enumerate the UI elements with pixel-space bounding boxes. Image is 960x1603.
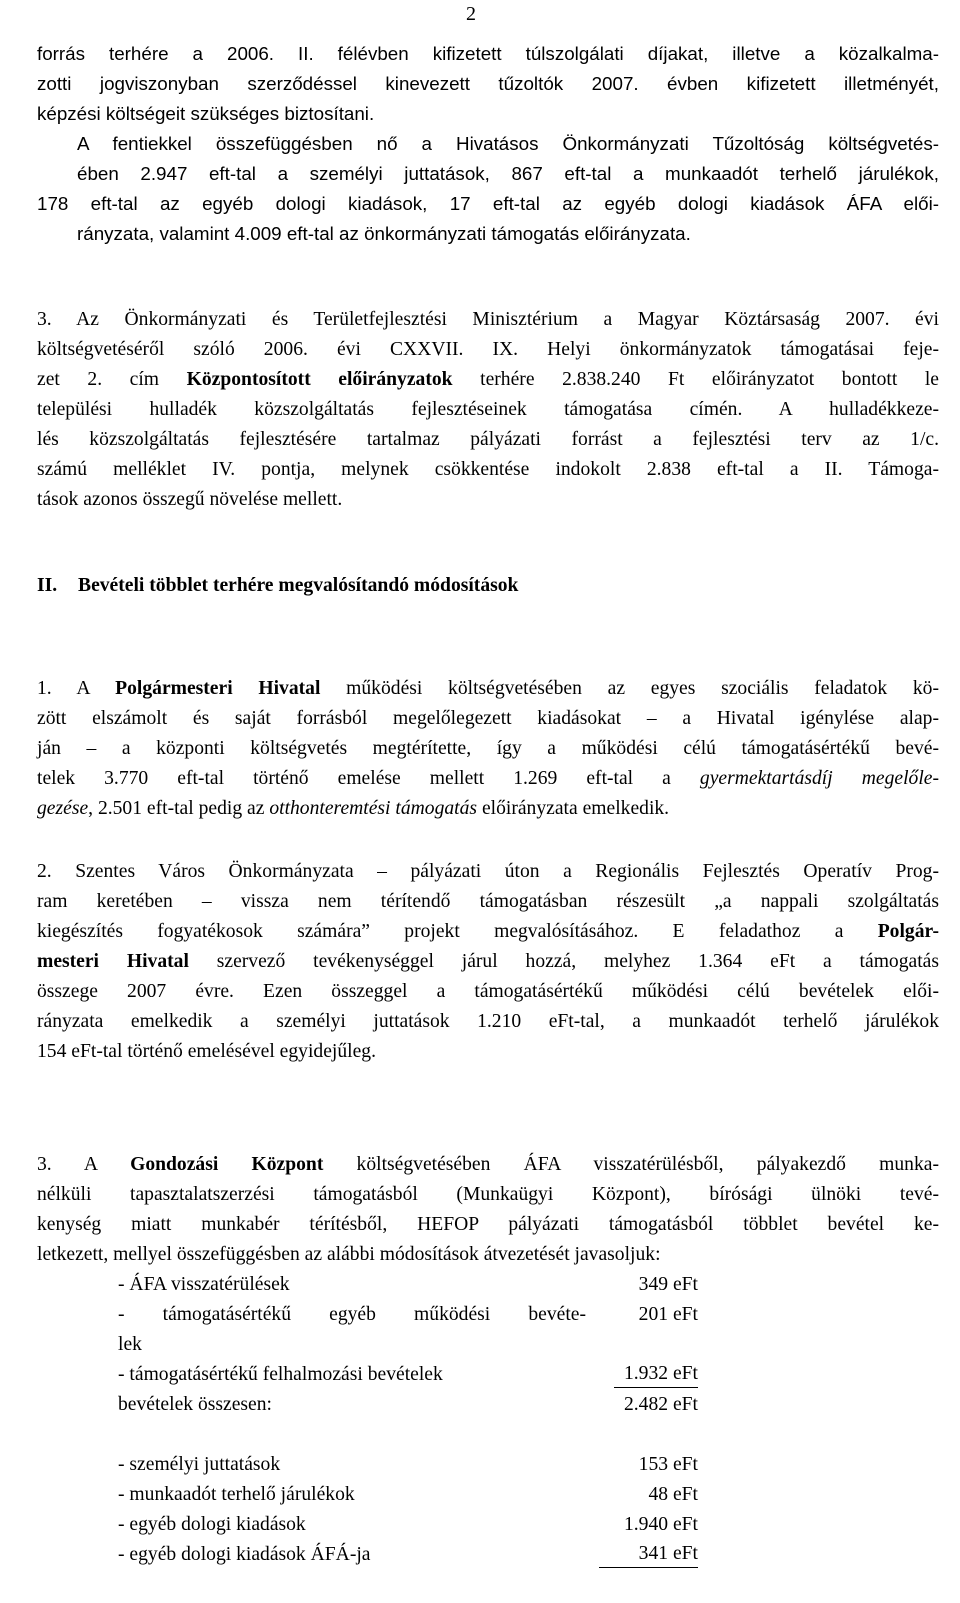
row-amount: 48 eFt: [648, 1484, 698, 1505]
text-line: zött elszámolt és saját forrásból megelőlegezett kiadásokat – a Hivatal igénylése alap-: [37, 708, 939, 729]
section-title: Bevételi többlet terhére megvalósítandó módosítások: [78, 575, 519, 596]
item-1: [37, 674, 939, 824]
bold-text: mesteri Hivatal: [37, 951, 189, 972]
section-number: II.: [37, 575, 58, 596]
text-line: [37, 1150, 939, 1180]
text-line: [37, 794, 939, 824]
text-line: számú melléklet IV. pontja, melynek csökkentése indokolt 2.838 eft-tal a II. Támoga-: [37, 459, 939, 480]
bold-text: Gondozási Központ: [130, 1154, 324, 1175]
row-amount: 1.932 eFt: [614, 1360, 698, 1388]
total-amount: 2.482 eFt: [623, 1394, 698, 1415]
row-label: - személyi juttatások: [118, 1454, 281, 1475]
text-line: 178 eft-tal az egyéb dologi kiadások, 17 eft-tal az egyéb dologi kiadások ÁFA elői-: [37, 193, 939, 214]
text-run: terhére 2.838.240 Ft előirányzatot bontott le: [452, 369, 939, 390]
text-line: 154 eFt-tal történő emelésével egyidejűleg.: [37, 1041, 376, 1062]
bold-text: Központosított előirányzatok: [186, 369, 453, 390]
text-line: [37, 365, 939, 395]
table-row: [118, 1360, 718, 1390]
bold-text: Polgármesteri Hivatal: [115, 678, 321, 699]
text-line: A fentiekkel összefüggésben nő a Hivatásos Önkormányzati Tűzoltóság költségvetés-: [77, 133, 939, 154]
text-run: szervező tevékenységgel járul hozzá, melyhez 1.364 eFt a támogatás: [188, 951, 939, 972]
italic-text: otthonteremtési támogatás: [269, 798, 478, 819]
row-label: - munkaadót terhelő járulékok: [118, 1484, 355, 1505]
text-run: költségvetésében ÁFA visszatérülésből, pályakezdő munka-: [323, 1154, 939, 1175]
text-run: , 2.501 eft-tal pedig az: [88, 798, 270, 819]
text-run: működési költségvetésében az egyes szociális feladatok kö-: [320, 678, 939, 699]
item-2: [37, 857, 939, 1067]
text-run: zet 2. cím: [37, 369, 187, 390]
row-amount: 1.940 eFt: [623, 1514, 698, 1535]
paragraph-3: [37, 305, 939, 515]
italic-text: gyermektartásdíj megelőle-: [699, 768, 939, 789]
italic-text: gezése: [37, 798, 89, 819]
text-line: kenység miatt munkabér térítésből, HEFOP pályázati támogatásból többlet bevétel ke-: [37, 1214, 939, 1235]
row-label: - támogatásértékű felhalmozási bevételek: [118, 1364, 443, 1385]
table-row: [118, 1300, 718, 1330]
text-line: összege 2007 évre. Ezen összeggel a támogatásértékű működési célú bevételek elői-: [37, 981, 939, 1002]
intro-paragraph: [37, 39, 939, 249]
table-row: [118, 1270, 718, 1300]
table-row: [118, 1540, 718, 1570]
table-row: [118, 1510, 718, 1540]
text-line: lés közszolgáltatás fejlesztésére tartalmaz pályázati forrást a fejlesztési terv az 1/c.: [37, 429, 939, 450]
text-run: 1. A: [37, 678, 116, 699]
table-row: [118, 1450, 718, 1480]
text-run: előirányzata emelkedik.: [477, 798, 670, 819]
text-line: ján – a központi költségvetés megtérítette, így a működési célú támogatásértékű bevé-: [37, 738, 939, 759]
text-line: [37, 764, 939, 794]
text-line: 2. Szentes Város Önkormányzata – pályázati úton a Regionális Fejlesztés Operatív Prog-: [37, 861, 939, 882]
income-table: [118, 1270, 718, 1420]
text-line: rányzata emelkedik a személyi juttatások 1.210 eFt-tal, a munkaadót terhelő járulékok: [37, 1011, 939, 1032]
page-number: 2: [466, 3, 476, 25]
row-amount: 349 eFt: [638, 1274, 698, 1295]
text-line: tások azonos összegű növelése mellett.: [37, 489, 343, 510]
text-run: 3. A: [37, 1154, 131, 1175]
text-line: 3. Az Önkormányzati és Területfejlesztési Minisztérium a Magyar Köztársaság 2007. évi: [37, 309, 939, 330]
text-run: telek 3.770 eft-tal történő emelése mellett 1.269 eft-tal a: [37, 768, 700, 789]
text-line: forrás terhére a 2006. II. félévben kifizetett túlszolgálati díjakat, illetve a közalkalma-: [37, 43, 939, 64]
table-row: [118, 1480, 718, 1510]
item-3: [37, 1150, 939, 1270]
row-label: - egyéb dologi kiadások: [118, 1514, 306, 1535]
table-row-continuation: [118, 1330, 718, 1360]
text-line: [37, 917, 939, 947]
bold-text: Polgár-: [877, 921, 939, 942]
row-label: - ÁFA visszatérülések: [118, 1274, 290, 1295]
row-label: lek: [118, 1334, 142, 1355]
text-line: települési hulladék közszolgáltatás fejlesztéseinek támogatása címén. A hulladékkeze-: [37, 399, 939, 420]
row-label: - egyéb dologi kiadások ÁFÁ-ja: [118, 1544, 371, 1565]
text-line: [37, 674, 939, 704]
text-line: rányzata, valamint 4.009 eft-tal az önkormányzati támogatás előirányzata.: [77, 223, 691, 244]
total-row: [118, 1390, 718, 1420]
row-amount: 201 eFt: [638, 1304, 698, 1325]
row-amount: 153 eFt: [638, 1454, 698, 1475]
text-line: nélküli tapasztalatszerzési támogatásból (Munkaügyi Központ), bírósági ülnöki tevé-: [37, 1184, 939, 1205]
text-line: ram keretében – vissza nem térítendő támogatásban részesült „a nappali szolgáltatás: [37, 891, 939, 912]
text-run: kiegészítés fogyatékosok számára” projekt megvalósításához. E feladathoz a: [37, 921, 878, 942]
section-heading: [37, 571, 518, 601]
text-line: ében 2.947 eft-tal a személyi juttatások, 867 eft-tal a munkaadót terhelő járulékok,: [77, 163, 939, 184]
row-amount: 341 eFt: [599, 1540, 698, 1568]
text-line: letkezett, mellyel összefüggésben az alábbi módosítások átvezetését javasoljuk:: [37, 1244, 661, 1265]
row-label: - támogatásértékű egyéb működési bevéte-: [118, 1304, 586, 1325]
text-line: képzési költségeit szükséges biztosítani.: [37, 103, 375, 124]
total-label: bevételek összesen:: [118, 1394, 272, 1415]
text-line: zotti jogviszonyban szerződéssel kinevezett tűzoltók 2007. évben kifizetett illetményét,: [37, 73, 939, 94]
expense-table: [118, 1450, 718, 1570]
text-line: [37, 947, 939, 977]
text-line: költségvetéséről szóló 2006. évi CXXVII. IX. Helyi önkormányzatok támogatásai feje-: [37, 339, 939, 360]
